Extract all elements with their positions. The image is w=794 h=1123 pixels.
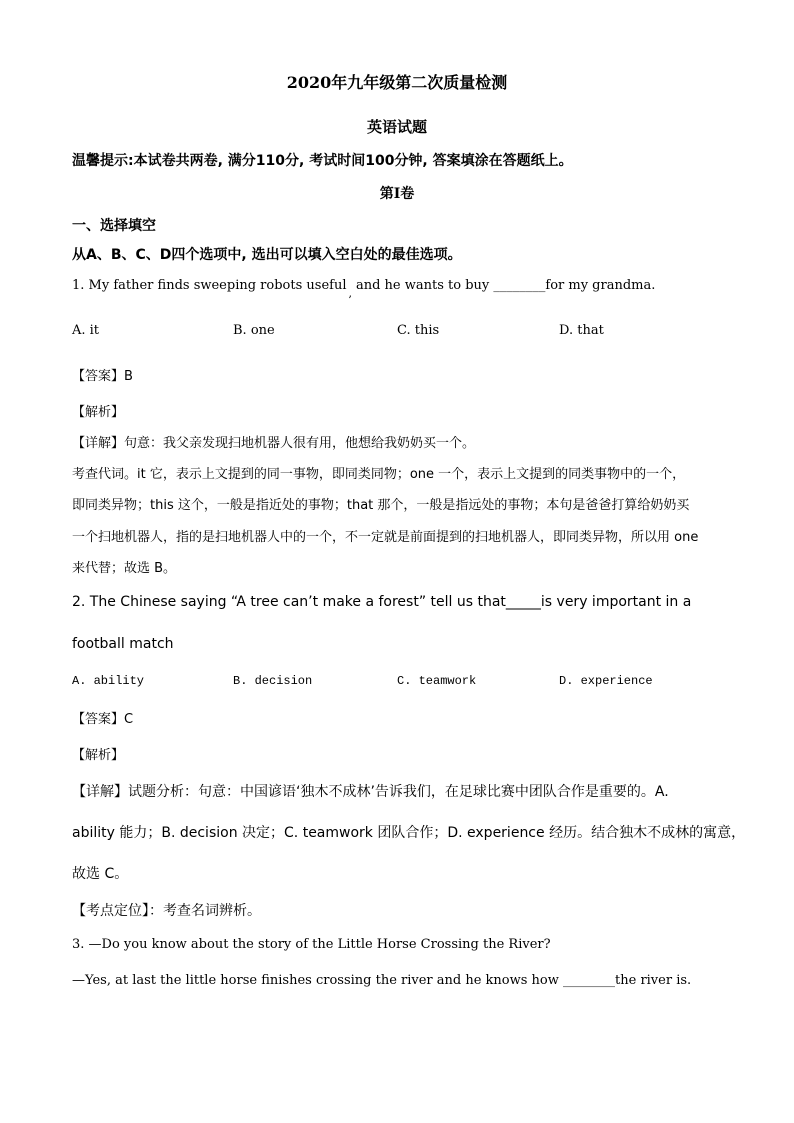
q1-option-b[interactable]: B. one: [233, 323, 275, 338]
exam-title: 2020年九年级第二次质量检测: [286, 73, 508, 92]
q1-analysis-label: 【解析】: [72, 405, 125, 420]
q2-option-a[interactable]: A. ability: [72, 674, 145, 688]
q1-option-a[interactable]: A. it: [72, 323, 100, 338]
section-instruction: 从A、B、C、D四个选项中, 选出可以填入空白处的最佳选项。: [72, 247, 462, 263]
question-3-line1: 3. —Do you know about the story of the Little Horse Crossing the River?: [72, 937, 551, 952]
q1-answer-value: B: [124, 369, 133, 384]
volume-heading: 第I卷: [379, 186, 415, 202]
q1-analysis-line: 一个扫地机器人，指的是扫地机器人中的一个，不一定就是前面提到的扫地机器人，即同类异物，所以用 one: [72, 530, 699, 545]
q2-analysis-line: ability 能力；B. decision 决定；C. teamwork 团队合作；D. experience 经历。结合独木不成林的寓意，: [72, 825, 746, 841]
exam-subtitle: 英语试题: [366, 118, 427, 136]
q2-analysis-line: 【详解】试题分析：句意：中国谚语‘独木不成林’告诉我们，在足球比赛中团队合作是重要的。A.: [72, 784, 669, 800]
q1-answer-label: 【答案】: [72, 369, 125, 384]
q1-analysis-line: 即同类异物；this 这个，一般是指近处的事物；that 那个，一般是指远处的事物；本句是爸爸打算给奶奶买: [72, 498, 690, 513]
q2-answer-value: C: [124, 712, 134, 727]
exam-notice: 温馨提示:本试卷共两卷, 满分110分, 考试时间100分钟, 答案填涂在答题纸上。: [72, 153, 573, 169]
q1-analysis-line: 来代替；故选 B。: [72, 561, 177, 576]
question-1: [72, 278, 656, 300]
question-2-line1: 2. The Chinese saying “A tree can’t make a forest” tell us that_____is very important in a: [72, 594, 692, 610]
question-1-mark: ,: [348, 287, 352, 300]
q2-option-d[interactable]: D. experience: [559, 674, 653, 688]
q2-option-c[interactable]: C. teamwork: [397, 674, 477, 688]
question-2-line2: football match: [72, 636, 174, 652]
q2-test-point: 【考点定位】：考查名词辨析。: [72, 903, 261, 919]
q1-analysis-line: 考查代词。it 它，表示上文提到的同一事物，即同类同物；one 一个，表示上文提到的同类事物中的一个，: [72, 467, 686, 482]
q2-analysis-line: 故选 C。: [72, 866, 129, 882]
question-1-text-rest: and he wants to buy ________for my grandma.: [355, 278, 656, 293]
q2-answer-label: 【答案】: [72, 712, 125, 727]
question-3-line2: —Yes, at last the little horse finishes crossing the river and he knows how ________the river is.: [72, 973, 692, 988]
q2-answer: [72, 708, 133, 727]
q2-option-b[interactable]: B. decision: [233, 674, 313, 688]
q1-option-c[interactable]: C. this: [397, 323, 440, 338]
q1-option-d[interactable]: D. that: [559, 323, 604, 338]
question-1-text: 1. My father finds sweeping robots useful: [72, 278, 347, 293]
q2-analysis-label: 【解析】: [72, 748, 125, 763]
q1-answer: [72, 365, 133, 384]
q1-analysis-line: 【详解】句意：我父亲发现扫地机器人很有用，他想给我奶奶买一个。: [72, 436, 476, 451]
section-heading: 一、选择填空: [72, 218, 156, 234]
